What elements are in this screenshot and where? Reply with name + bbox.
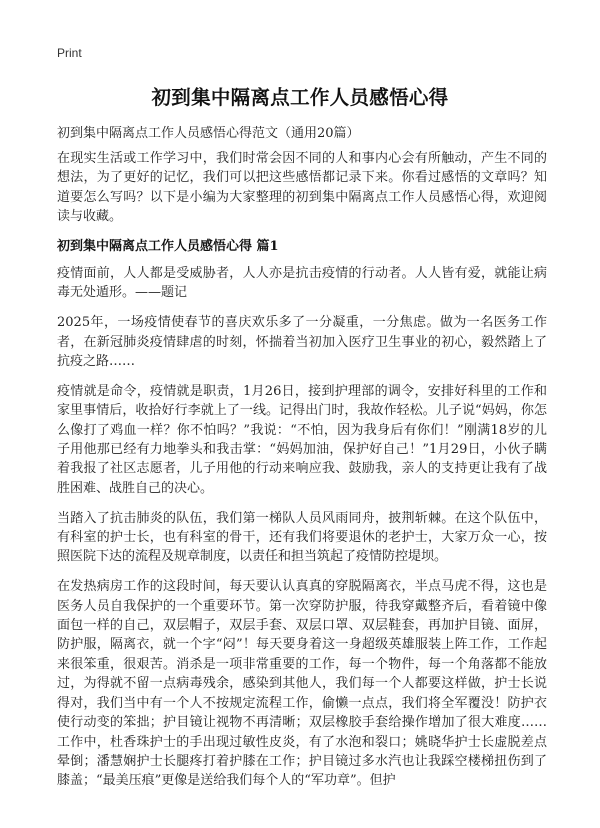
section-heading: 初到集中隔离点工作人员感悟心得 篇1 — [57, 239, 279, 255]
body-paragraph: 2025年，一场疫情使春节的喜庆欢乐多了一分凝重，一分焦虑。做为一名医务工作者，在新冠肺炎疫情肆虐的时刻，怀揣着当初加入医疗卫生事业的初心，毅然踏上了抗疫之路…… — [57, 315, 547, 370]
body-paragraph-epigraph: 疫情面前，人人都是受威胁者，人人亦是抗击疫情的行动者。人人皆有爱，就能让病毒无处遁形。——题记 — [57, 266, 547, 301]
page-title: 初到集中隔离点工作人员感悟心得 — [151, 86, 449, 109]
document-subtitle: 初到集中隔离点工作人员感悟心得范文（通用20篇） — [57, 126, 360, 141]
document-body — [57, 149, 547, 801]
print-link[interactable]: Print — [57, 46, 82, 60]
intro-paragraph: 在现实生活或工作学习中，我们时常会因不同的人和事内心会有所触动，产生不同的想法，为了更好的记忆，我们可以把这些感悟都记录下来。你看过感悟的文章吗？知道要怎么写吗？以下是小编为大家整理的初到集中隔离点工作人员感悟心得，欢迎阅读与收藏。 — [57, 151, 547, 225]
body-paragraph: 疫情就是命令，疫情就是职责，1月26日，接到护理部的调令，安排好科里的工作和家里事情后，收拾好行李就上了一线。记得出门时，我故作轻松。儿子说“妈妈，你怎么像打了鸡血一样？你不怕吗？”我说：“不怕，因为我身后有你们！”刚满18岁的儿子用他那已经有力地拳头和我击掌：“妈妈加油，保护好自己！”1月29日，小伙子瞒着我报了社区志愿者，儿子用他的行动来响应我、鼓励我，亲人的支持更让我有了战胜困难、战胜自己的决心。 — [57, 383, 547, 496]
body-paragraph: 在发热病房工作的这段时间，每天要认认真真的穿脱隔离衣，半点马虎不得，这也是医务人员自我保护的一个重要环节。第一次穿防护服，待我穿戴整齐后，看着镜中像面包一样的自己，双层帽子，双层手套、双层口罩、双层鞋套，再加护目镜、面屏，防护服，隔离衣，就一个字“闷”！每天要身着这一身超级英雄服装上阵工作，工作起来很笨重，很艰苦。消杀是一项非常重要的工作，每一个物件，每一个角落都不能放过，为得就不留一点病毒残余，感染到其他人，我们每一个人都要这样做，护士长说得对，我们当中有一个人不按规定流程工作，偷懒一点点，我们将全军覆没！防护衣使行动变的笨拙；护目镜让视物不再清晰；双层橡胶手套给操作增加了很大难度……工作中，杜香珠护士的手出现过敏性皮炎，有了水泡和裂口；姚晓华护士长虚脱差点晕倒；潘慧娴护士长腿疼打着护膝在工作；护目镜过多水汽也让我踩空楼梯扭伤到了膝盖；“最美压痕”更像是送给我们每个人的“军功章”。但护 — [57, 579, 547, 789]
body-paragraph: 当踏入了抗击肺炎的队伍，我们第一梯队人员风雨同舟，披荆斩棘。在这个队伍中，有科室的护士长，也有科室的骨干，还有我们将要退休的老护士，大家万众一心，按照医院下达的流程及规章制度，以责任和担当筑起了疫情防控堤坝。 — [57, 510, 547, 565]
